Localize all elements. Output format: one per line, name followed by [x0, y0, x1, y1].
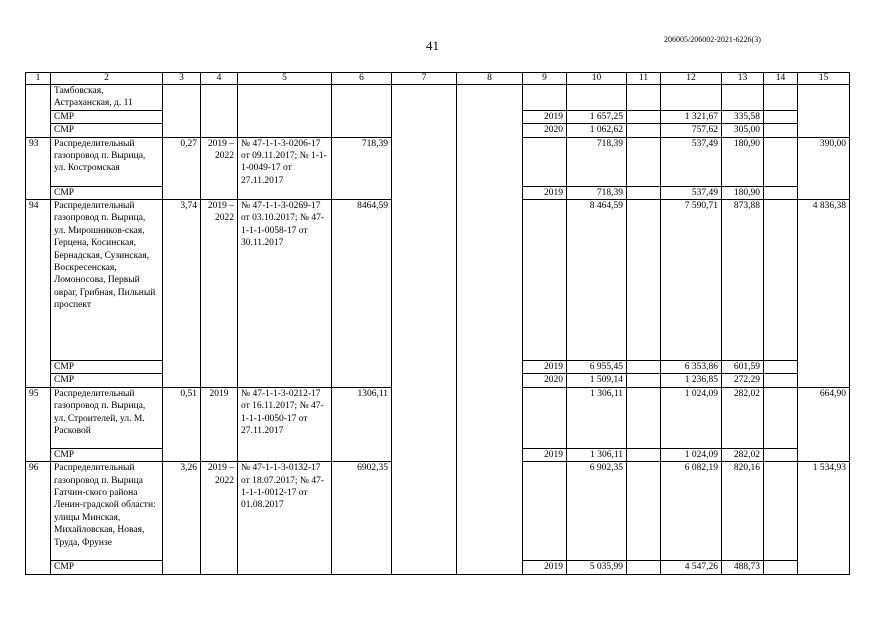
column-8-blank	[457, 85, 523, 575]
value-cell: 8 464,59	[567, 200, 627, 361]
data-table	[25, 72, 850, 575]
year-cell: 2019	[523, 448, 567, 461]
permit-cell: № 47-1-1-3-0132-17 от 18.07.2017; № 47-1-1-1-0012-17 от 01.08.2017	[238, 462, 332, 574]
cost-cell: 6902,35	[332, 462, 392, 574]
value-cell: 1 509,14	[567, 374, 627, 387]
period-cell: 2019	[201, 387, 238, 461]
object-name: Распределительный газопровод п. Вырица Гатчин-ского района Ленин-градской области: улицы Минская, Михайловская, Новая, Труда, Фрунзе	[51, 462, 163, 561]
period-cell: 2019 – 2022	[201, 200, 238, 388]
year-cell: 2020	[523, 124, 567, 137]
value-cell: 4 836,38	[798, 200, 850, 388]
cost-cell: 8464,59	[332, 200, 392, 388]
value-cell: 390,00	[798, 137, 850, 199]
row-number: 94	[26, 200, 51, 388]
year-cell: 2020	[523, 374, 567, 387]
value-cell: 873,88	[722, 200, 764, 361]
value-cell: 1 306,11	[567, 387, 627, 448]
work-type-label: СМР	[51, 448, 163, 461]
col-header: 11	[627, 73, 661, 85]
column-7-blank	[392, 85, 457, 575]
value-cell: 6 955,45	[567, 361, 627, 374]
value-cell: 488,73	[722, 561, 764, 574]
col-header: 9	[523, 73, 567, 85]
year-cell: 2019	[523, 361, 567, 374]
col-header: 5	[238, 73, 332, 85]
cost-cell: 1306,11	[332, 387, 392, 461]
year-cell: 2019	[523, 110, 567, 123]
col-header: 6	[332, 73, 392, 85]
value-cell: 180,90	[722, 186, 764, 199]
period-cell: 2019 – 2022	[201, 462, 238, 574]
value-cell: 335,58	[722, 110, 764, 123]
length-cell: 3,74	[163, 200, 201, 388]
permit-cell: № 47-1-1-3-0212-17 от 16.11.2017; № 47-1-1-1-0050-17 от 27.11.2017	[238, 387, 332, 461]
length-cell: 3,26	[163, 462, 201, 574]
value-cell: 601,59	[722, 361, 764, 374]
col-header: 10	[567, 73, 627, 85]
col-header: 3	[163, 73, 201, 85]
work-type-label: СМР	[51, 374, 163, 387]
work-type-label: СМР	[51, 561, 163, 574]
col-header: 2	[51, 73, 163, 85]
col-header: 15	[798, 73, 850, 85]
length-cell: 0,27	[163, 137, 201, 199]
value-cell: 1 534,93	[798, 462, 850, 574]
col-header: 12	[661, 73, 722, 85]
value-cell: 180,90	[722, 137, 764, 186]
object-name: Распределительный газопровод п. Вырица, ул. Строителей, ул. М. Расковой	[51, 387, 163, 448]
row-number: 93	[26, 137, 51, 199]
value-cell: 537,49	[661, 186, 722, 199]
year-cell: 2019	[523, 561, 567, 574]
work-type-label: СМР	[51, 186, 163, 199]
value-cell: 4 547,26	[661, 561, 722, 574]
value-cell: 5 035,99	[567, 561, 627, 574]
row-number: 96	[26, 462, 51, 574]
value-cell: 718,39	[567, 137, 627, 186]
col-header: 13	[722, 73, 764, 85]
value-cell: 757,62	[661, 124, 722, 137]
permit-cell: № 47-1-1-3-0206-17 от 09.11.2017; № 1-1-1-0049-17 от 27.11.2017	[238, 137, 332, 199]
work-type-label: СМР	[51, 124, 163, 137]
period-cell: 2019 – 2022	[201, 137, 238, 199]
row-number: 95	[26, 387, 51, 461]
value-cell: 1 321,67	[661, 110, 722, 123]
year-cell: 2019	[523, 186, 567, 199]
permit-cell: № 47-1-1-3-0269-17 от 03.10.2017; № 47-1-1-1-0058-17 от 30.11.2017	[238, 200, 332, 388]
table-row	[26, 85, 850, 111]
page-number: 41	[426, 38, 439, 53]
work-type-label: СМР	[51, 361, 163, 374]
col-header: 14	[764, 73, 798, 85]
value-cell: 718,39	[567, 186, 627, 199]
object-name: Тамбовская, Астраханская, д. 11	[51, 85, 163, 111]
object-name: Распределительный газопровод п. Вырица, ул. Костромская	[51, 137, 163, 186]
value-cell: 7 590,71	[661, 200, 722, 361]
col-header: 4	[201, 73, 238, 85]
value-cell: 1 024,09	[661, 387, 722, 448]
col-header: 1	[26, 73, 51, 85]
value-cell: 272,29	[722, 374, 764, 387]
value-cell: 537,49	[661, 137, 722, 186]
object-name: Распределительный газопровод п. Вырица, ул. Мирошников-ская, Герцена, Косинская, Бернадская, Сузинская, Воскресенская, Ломоносова, Первый овраг, Грибная, Пильный проспект	[51, 200, 163, 361]
value-cell: 1 024,09	[661, 448, 722, 461]
value-cell: 6 902,35	[567, 462, 627, 561]
value-cell: 6 082,19	[661, 462, 722, 561]
document-code: 206005/206002-2021-6226(3)	[664, 35, 761, 44]
length-cell: 0,51	[163, 387, 201, 461]
value-cell: 282,02	[722, 387, 764, 448]
value-cell: 1 306,11	[567, 448, 627, 461]
value-cell: 1 236,85	[661, 374, 722, 387]
col-header: 7	[392, 73, 457, 85]
work-type-label: СМР	[51, 110, 163, 123]
value-cell: 664,90	[798, 387, 850, 461]
column-header-row	[26, 73, 850, 85]
value-cell: 6 353,86	[661, 361, 722, 374]
value-cell: 305,00	[722, 124, 764, 137]
col-header: 8	[457, 73, 523, 85]
value-cell: 1 657,25	[567, 110, 627, 123]
cost-cell: 718,39	[332, 137, 392, 199]
value-cell: 1 062,62	[567, 124, 627, 137]
value-cell: 282,02	[722, 448, 764, 461]
value-cell: 820,16	[722, 462, 764, 561]
